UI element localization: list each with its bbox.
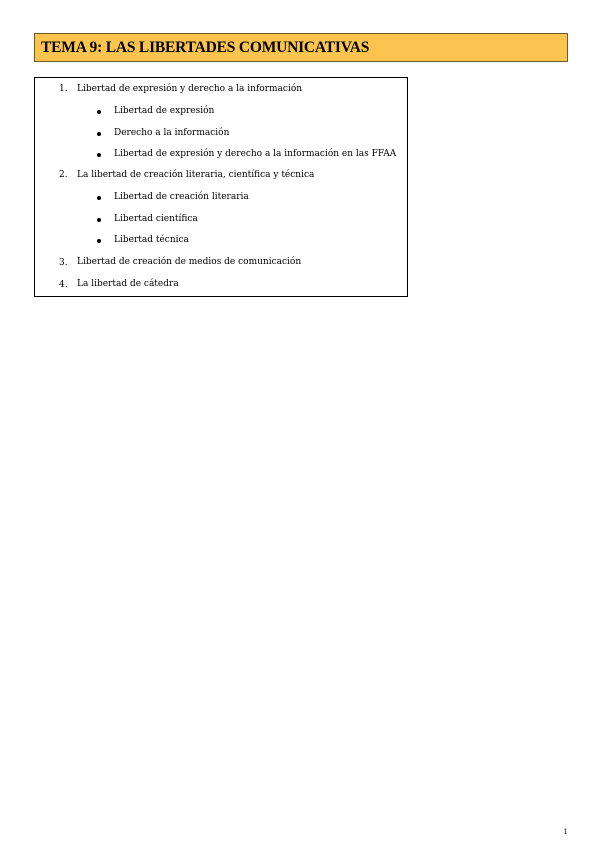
toc-item-number: 4. (59, 280, 68, 290)
toc-subitem-label: Derecho a la información (114, 128, 230, 138)
toc-subitem-label: Libertad de creación literaria (114, 192, 249, 202)
toc-subitem-label: Libertad técnica (114, 235, 189, 245)
page-title: TEMA 9: LAS LIBERTADES COMUNICATIVAS (41, 38, 370, 56)
bullet-icon (97, 110, 101, 114)
bullet-icon (97, 196, 101, 200)
toc-item-label: La libertad de cátedra (77, 279, 179, 289)
toc-item-label: Libertad de expresión y derecho a la información (77, 84, 303, 94)
toc-item-label: Libertad de creación de medios de comunicación (77, 257, 302, 267)
toc-item-label: La libertad de creación literaria, científica y técnica (77, 170, 315, 180)
toc-item-number: 3. (59, 258, 68, 268)
bullet-icon (97, 239, 101, 243)
bullet-icon (97, 153, 101, 157)
table-of-contents (34, 77, 408, 297)
toc-subitem-label: Libertad de expresión y derecho a la información en las FFAA (114, 149, 397, 159)
toc-subitem-label: Libertad de expresión (114, 106, 215, 116)
bullet-icon (97, 132, 101, 136)
toc-item-number: 2. (59, 170, 68, 180)
toc-item-number: 1. (59, 84, 68, 94)
page-number: 1 (563, 828, 568, 836)
toc-subitem-label: Libertad científica (114, 214, 198, 224)
title-banner (34, 33, 568, 62)
bullet-icon (97, 218, 101, 222)
